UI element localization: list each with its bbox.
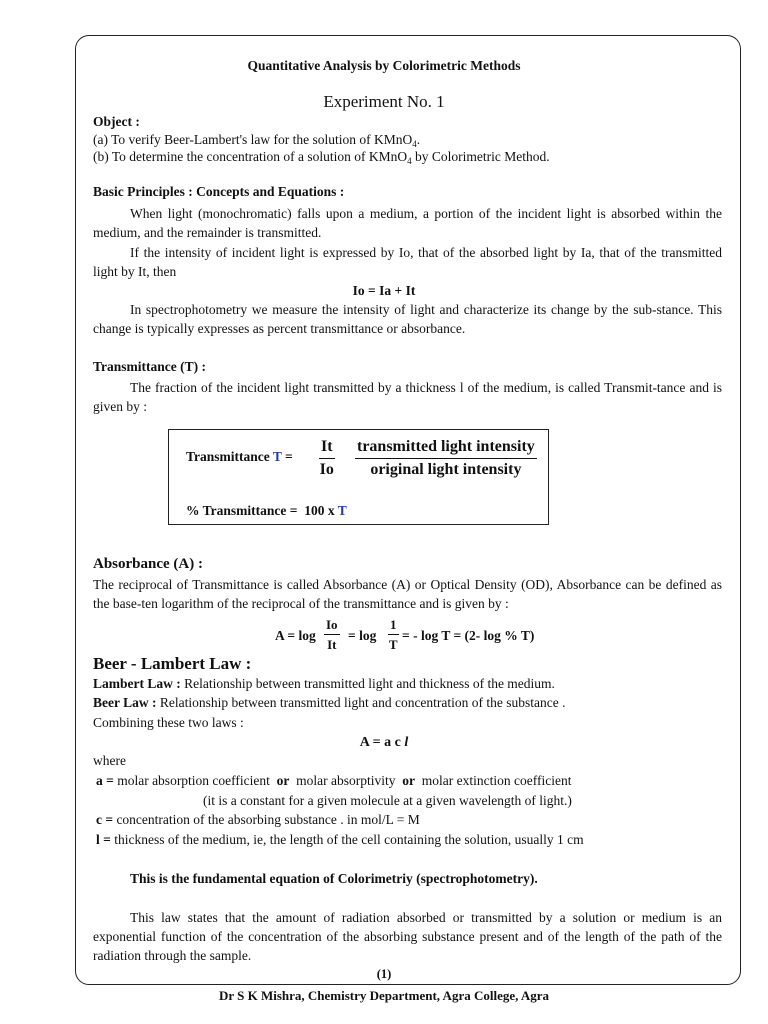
definition-a-note: (it is a constant for a given molecule at a given wavelength of light.) [203, 793, 572, 808]
absorbance-eq-mid: = log [348, 628, 377, 643]
transmittance-fraction-words: transmitted light intensity original light intensity [357, 438, 535, 478]
definition-l: l = thickness of the medium, ie, the length of the cell containing the solution, usually 1 cm [96, 832, 584, 847]
fundamental-statement: This is the fundamental equation of Colorimetriy (spectrophotometry). [130, 871, 538, 886]
basic-paragraph-2: If the intensity of incident light is expressed by Io, that of the absorbed light by Ia, that of the transmitted light by It, then [93, 245, 722, 279]
absorbance-eq-left: A = log [275, 628, 316, 643]
where-text: where [93, 753, 126, 768]
transmittance-formula-box [168, 429, 549, 525]
beer-lambert-heading: Beer - Lambert Law : [93, 654, 252, 673]
transmittance-fraction-symbols: $\frac{It}{Io}$ [319, 438, 334, 478]
transmittance-paragraph: The fraction of the incident light transmitted by a thickness l of the medium, is called Transmit-tance and is given by : [93, 380, 722, 414]
law-paragraph: This law states that the amount of radiation absorbed or transmitted by a solution or medium is an exponential function of the concentration of the absorbing substance present and of the length of the path of the radiation through the sample. [93, 910, 722, 963]
lambert-law-line: Lambert Law : Relationship between transmitted light and thickness of the medium. [93, 676, 555, 691]
intensity-equation: Io = Ia + It [352, 283, 416, 298]
beer-lambert-equation: A = a c l [359, 735, 409, 750]
object-heading: Object : [93, 114, 140, 129]
definition-a: a = molar absorption coefficient or molar absorptivity or molar extinction coefficient [96, 773, 572, 788]
object-item-b: (b) To determine the concentration of a solution of KMnO$_4$ by Colorimetric Method. [93, 149, 550, 166]
definition-c: c = concentration of the absorbing substance . in mol/L = M [96, 812, 420, 827]
page-number: (1) [376, 967, 392, 981]
transmittance-symbol: T [272, 449, 282, 464]
absorbance-paragraph: The reciprocal of Transmittance is called Absorbance (A) or Optical Density (OD), Absorbance can be defined as the base-ten logarithm of the reciprocal of the transmittance and is given by : [93, 577, 722, 611]
transmittance-label: Transmittance T = [186, 449, 293, 464]
object-item-a: (a) To verify Beer-Lambert's law for the solution of KMnO$_4$. [93, 132, 421, 149]
experiment-heading: Experiment No. 1 [323, 92, 445, 111]
absorbance-fraction-2: $\frac{1}{T}$ [388, 617, 398, 652]
beer-law-line: Beer Law : Relationship between transmitted light and concentration of the substance . [93, 695, 566, 710]
percent-transmittance: % Transmittance = 100 x T [186, 503, 347, 518]
absorbance-eq-right: = - log T = (2- log % T) [402, 628, 535, 643]
basic-paragraph-3: In spectrophotometry we measure the intensity of light and characterize its change by the sub-stance. This change is typically expresses as percent transmittance or absorbance. [93, 302, 722, 336]
document-title: Quantitative Analysis by Colorimetric Methods [247, 58, 521, 73]
footer-author: Dr S K Mishra, Chemistry Department, Agra College, Agra [218, 988, 550, 1003]
transmittance-heading: Transmittance (T) : [93, 359, 206, 374]
absorbance-heading: Absorbance (A) : [93, 556, 203, 572]
basic-paragraph-1: When light (monochromatic) falls upon a medium, a portion of the incident light is absorbed within the medium, and the remainder is transmitted. [93, 206, 722, 240]
combining-text: Combining these two laws : [93, 715, 244, 730]
absorbance-fraction-1: $\frac{Io}{It}$ [326, 617, 338, 652]
basic-principles-heading: Basic Principles : Concepts and Equations : [93, 184, 345, 199]
